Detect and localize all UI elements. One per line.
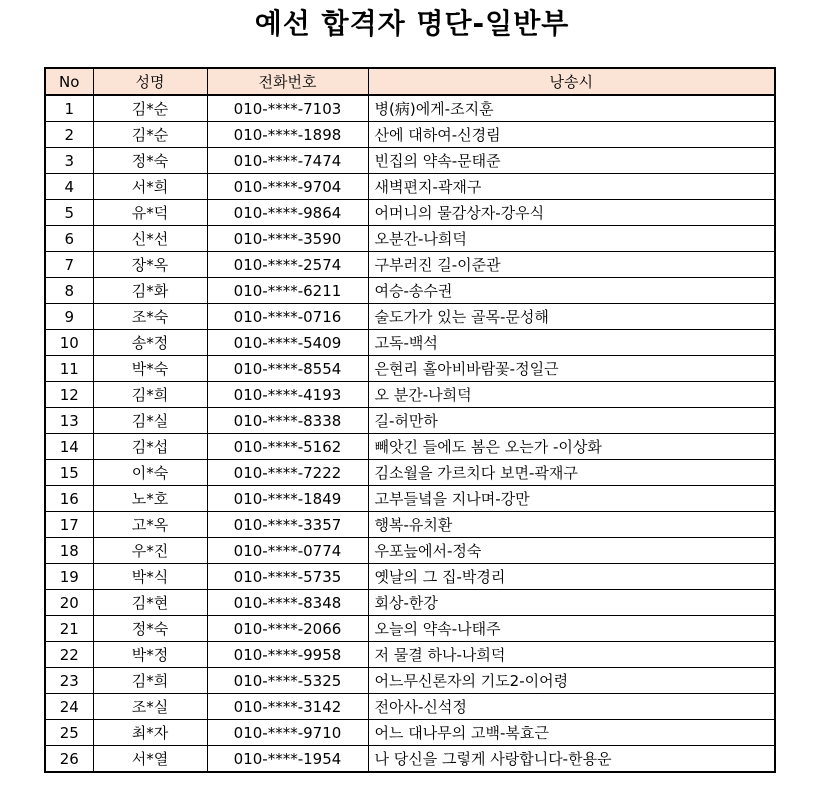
cell-phone: 010-****-0774 xyxy=(207,538,368,564)
cell-poem: 우포늪에서-정숙 xyxy=(368,538,775,564)
cell-name: 최*자 xyxy=(93,720,207,746)
cell-name: 김*순 xyxy=(93,122,207,148)
cell-name: 우*진 xyxy=(93,538,207,564)
column-header-no: No xyxy=(45,68,93,95)
column-header-name: 성명 xyxy=(93,68,207,95)
cell-name: 신*선 xyxy=(93,226,207,252)
cell-poem: 구부러진 길-이준관 xyxy=(368,252,775,278)
cell-name: 김*현 xyxy=(93,590,207,616)
table-row xyxy=(45,122,775,148)
table-row xyxy=(45,148,775,174)
cell-name: 고*옥 xyxy=(93,512,207,538)
cell-no: 9 xyxy=(45,304,93,330)
table-row xyxy=(45,460,775,486)
table-row xyxy=(45,356,775,382)
cell-phone: 010-****-1954 xyxy=(207,746,368,773)
cell-name: 노*호 xyxy=(93,486,207,512)
table-row xyxy=(45,616,775,642)
cell-name: 박*숙 xyxy=(93,356,207,382)
cell-phone: 010-****-5325 xyxy=(207,668,368,694)
cell-name: 박*정 xyxy=(93,642,207,668)
cell-no: 26 xyxy=(45,746,93,773)
cell-name: 정*숙 xyxy=(93,616,207,642)
cell-name: 이*숙 xyxy=(93,460,207,486)
cell-no: 25 xyxy=(45,720,93,746)
cell-no: 7 xyxy=(45,252,93,278)
table-row xyxy=(45,538,775,564)
cell-phone: 010-****-8338 xyxy=(207,408,368,434)
cell-poem: 오분간-나희덕 xyxy=(368,226,775,252)
cell-no: 18 xyxy=(45,538,93,564)
cell-no: 16 xyxy=(45,486,93,512)
cell-poem: 은현리 홀아비바람꽃-정일근 xyxy=(368,356,775,382)
cell-poem: 옛날의 그 집-박경리 xyxy=(368,564,775,590)
cell-name: 김*실 xyxy=(93,408,207,434)
cell-no: 8 xyxy=(45,278,93,304)
cell-no: 10 xyxy=(45,330,93,356)
cell-name: 김*희 xyxy=(93,668,207,694)
table-row xyxy=(45,564,775,590)
cell-phone: 010-****-5409 xyxy=(207,330,368,356)
cell-name: 박*식 xyxy=(93,564,207,590)
cell-name: 김*순 xyxy=(93,95,207,122)
cell-poem: 회상-한강 xyxy=(368,590,775,616)
cell-phone: 010-****-9710 xyxy=(207,720,368,746)
table-row xyxy=(45,590,775,616)
cell-poem: 빈집의 약속-문태준 xyxy=(368,148,775,174)
table-row xyxy=(45,486,775,512)
cell-no: 15 xyxy=(45,460,93,486)
table-row xyxy=(45,330,775,356)
table-row xyxy=(45,278,775,304)
table-row xyxy=(45,382,775,408)
cell-phone: 010-****-2574 xyxy=(207,252,368,278)
cell-phone: 010-****-4193 xyxy=(207,382,368,408)
table-row xyxy=(45,200,775,226)
cell-name: 김*희 xyxy=(93,382,207,408)
cell-phone: 010-****-7222 xyxy=(207,460,368,486)
cell-poem: 어느 대나무의 고백-복효근 xyxy=(368,720,775,746)
cell-phone: 010-****-3590 xyxy=(207,226,368,252)
table-header-row xyxy=(45,68,775,95)
cell-name: 김*화 xyxy=(93,278,207,304)
cell-no: 4 xyxy=(45,174,93,200)
cell-phone: 010-****-7474 xyxy=(207,148,368,174)
table-row xyxy=(45,252,775,278)
cell-phone: 010-****-8554 xyxy=(207,356,368,382)
cell-name: 서*열 xyxy=(93,746,207,773)
cell-poem: 어느무신론자의 기도2-이어령 xyxy=(368,668,775,694)
cell-phone: 010-****-1898 xyxy=(207,122,368,148)
table-row xyxy=(45,95,775,122)
table-row xyxy=(45,642,775,668)
cell-phone: 010-****-5735 xyxy=(207,564,368,590)
cell-no: 13 xyxy=(45,408,93,434)
cell-no: 14 xyxy=(45,434,93,460)
cell-phone: 010-****-2066 xyxy=(207,616,368,642)
cell-poem: 고부들녘을 지나며-강만 xyxy=(368,486,775,512)
cell-no: 3 xyxy=(45,148,93,174)
table-row xyxy=(45,174,775,200)
cell-phone: 010-****-8348 xyxy=(207,590,368,616)
cell-poem: 여승-송수권 xyxy=(368,278,775,304)
cell-name: 정*숙 xyxy=(93,148,207,174)
cell-phone: 010-****-9864 xyxy=(207,200,368,226)
cell-no: 20 xyxy=(45,590,93,616)
page-title: 예선 합격자 명단-일반부 xyxy=(254,7,570,40)
cell-poem: 행복-유치환 xyxy=(368,512,775,538)
cell-phone: 010-****-3142 xyxy=(207,694,368,720)
cell-no: 6 xyxy=(45,226,93,252)
cell-poem: 오 분간-나희덕 xyxy=(368,382,775,408)
cell-name: 서*희 xyxy=(93,174,207,200)
cell-poem: 산에 대하여-신경림 xyxy=(368,122,775,148)
column-header-phone: 전화번호 xyxy=(207,68,368,95)
cell-phone: 010-****-7103 xyxy=(207,95,368,122)
cell-name: 장*옥 xyxy=(93,252,207,278)
cell-no: 17 xyxy=(45,512,93,538)
table-row xyxy=(45,226,775,252)
cell-poem: 술도가가 있는 골목-문성해 xyxy=(368,304,775,330)
table-body xyxy=(45,95,775,772)
cell-name: 유*덕 xyxy=(93,200,207,226)
cell-poem: 김소월을 가르치다 보면-곽재구 xyxy=(368,460,775,486)
table-row xyxy=(45,408,775,434)
cell-no: 23 xyxy=(45,668,93,694)
cell-no: 5 xyxy=(45,200,93,226)
cell-poem: 빼앗긴 들에도 봄은 오는가 -이상화 xyxy=(368,434,775,460)
cell-name: 송*정 xyxy=(93,330,207,356)
cell-name: 조*실 xyxy=(93,694,207,720)
cell-no: 1 xyxy=(45,95,93,122)
cell-poem: 저 물결 하나-나희덕 xyxy=(368,642,775,668)
cell-no: 24 xyxy=(45,694,93,720)
column-header-poem: 낭송시 xyxy=(368,68,775,95)
table-row xyxy=(45,434,775,460)
table-row xyxy=(45,512,775,538)
cell-poem: 나 당신을 그렇게 사랑합니다-한용운 xyxy=(368,746,775,773)
cell-phone: 010-****-9958 xyxy=(207,642,368,668)
cell-phone: 010-****-5162 xyxy=(207,434,368,460)
cell-poem: 어머니의 물감상자-강우식 xyxy=(368,200,775,226)
cell-poem: 새벽편지-곽재구 xyxy=(368,174,775,200)
cell-phone: 010-****-9704 xyxy=(207,174,368,200)
cell-name: 김*섭 xyxy=(93,434,207,460)
cell-poem: 병(病)에게-조지훈 xyxy=(368,95,775,122)
cell-phone: 010-****-6211 xyxy=(207,278,368,304)
table-row xyxy=(45,668,775,694)
cell-poem: 고독-백석 xyxy=(368,330,775,356)
cell-no: 21 xyxy=(45,616,93,642)
cell-phone: 010-****-3357 xyxy=(207,512,368,538)
cell-phone: 010-****-1849 xyxy=(207,486,368,512)
table-row xyxy=(45,746,775,773)
table-row xyxy=(45,720,775,746)
cell-name: 조*숙 xyxy=(93,304,207,330)
cell-no: 19 xyxy=(45,564,93,590)
table-row xyxy=(45,304,775,330)
roster-table xyxy=(44,67,776,773)
cell-no: 2 xyxy=(45,122,93,148)
cell-phone: 010-****-0716 xyxy=(207,304,368,330)
cell-poem: 전아사-신석정 xyxy=(368,694,775,720)
cell-poem: 오늘의 약속-나태주 xyxy=(368,616,775,642)
table-row xyxy=(45,694,775,720)
cell-no: 11 xyxy=(45,356,93,382)
cell-no: 22 xyxy=(45,642,93,668)
cell-poem: 길-허만하 xyxy=(368,408,775,434)
cell-no: 12 xyxy=(45,382,93,408)
